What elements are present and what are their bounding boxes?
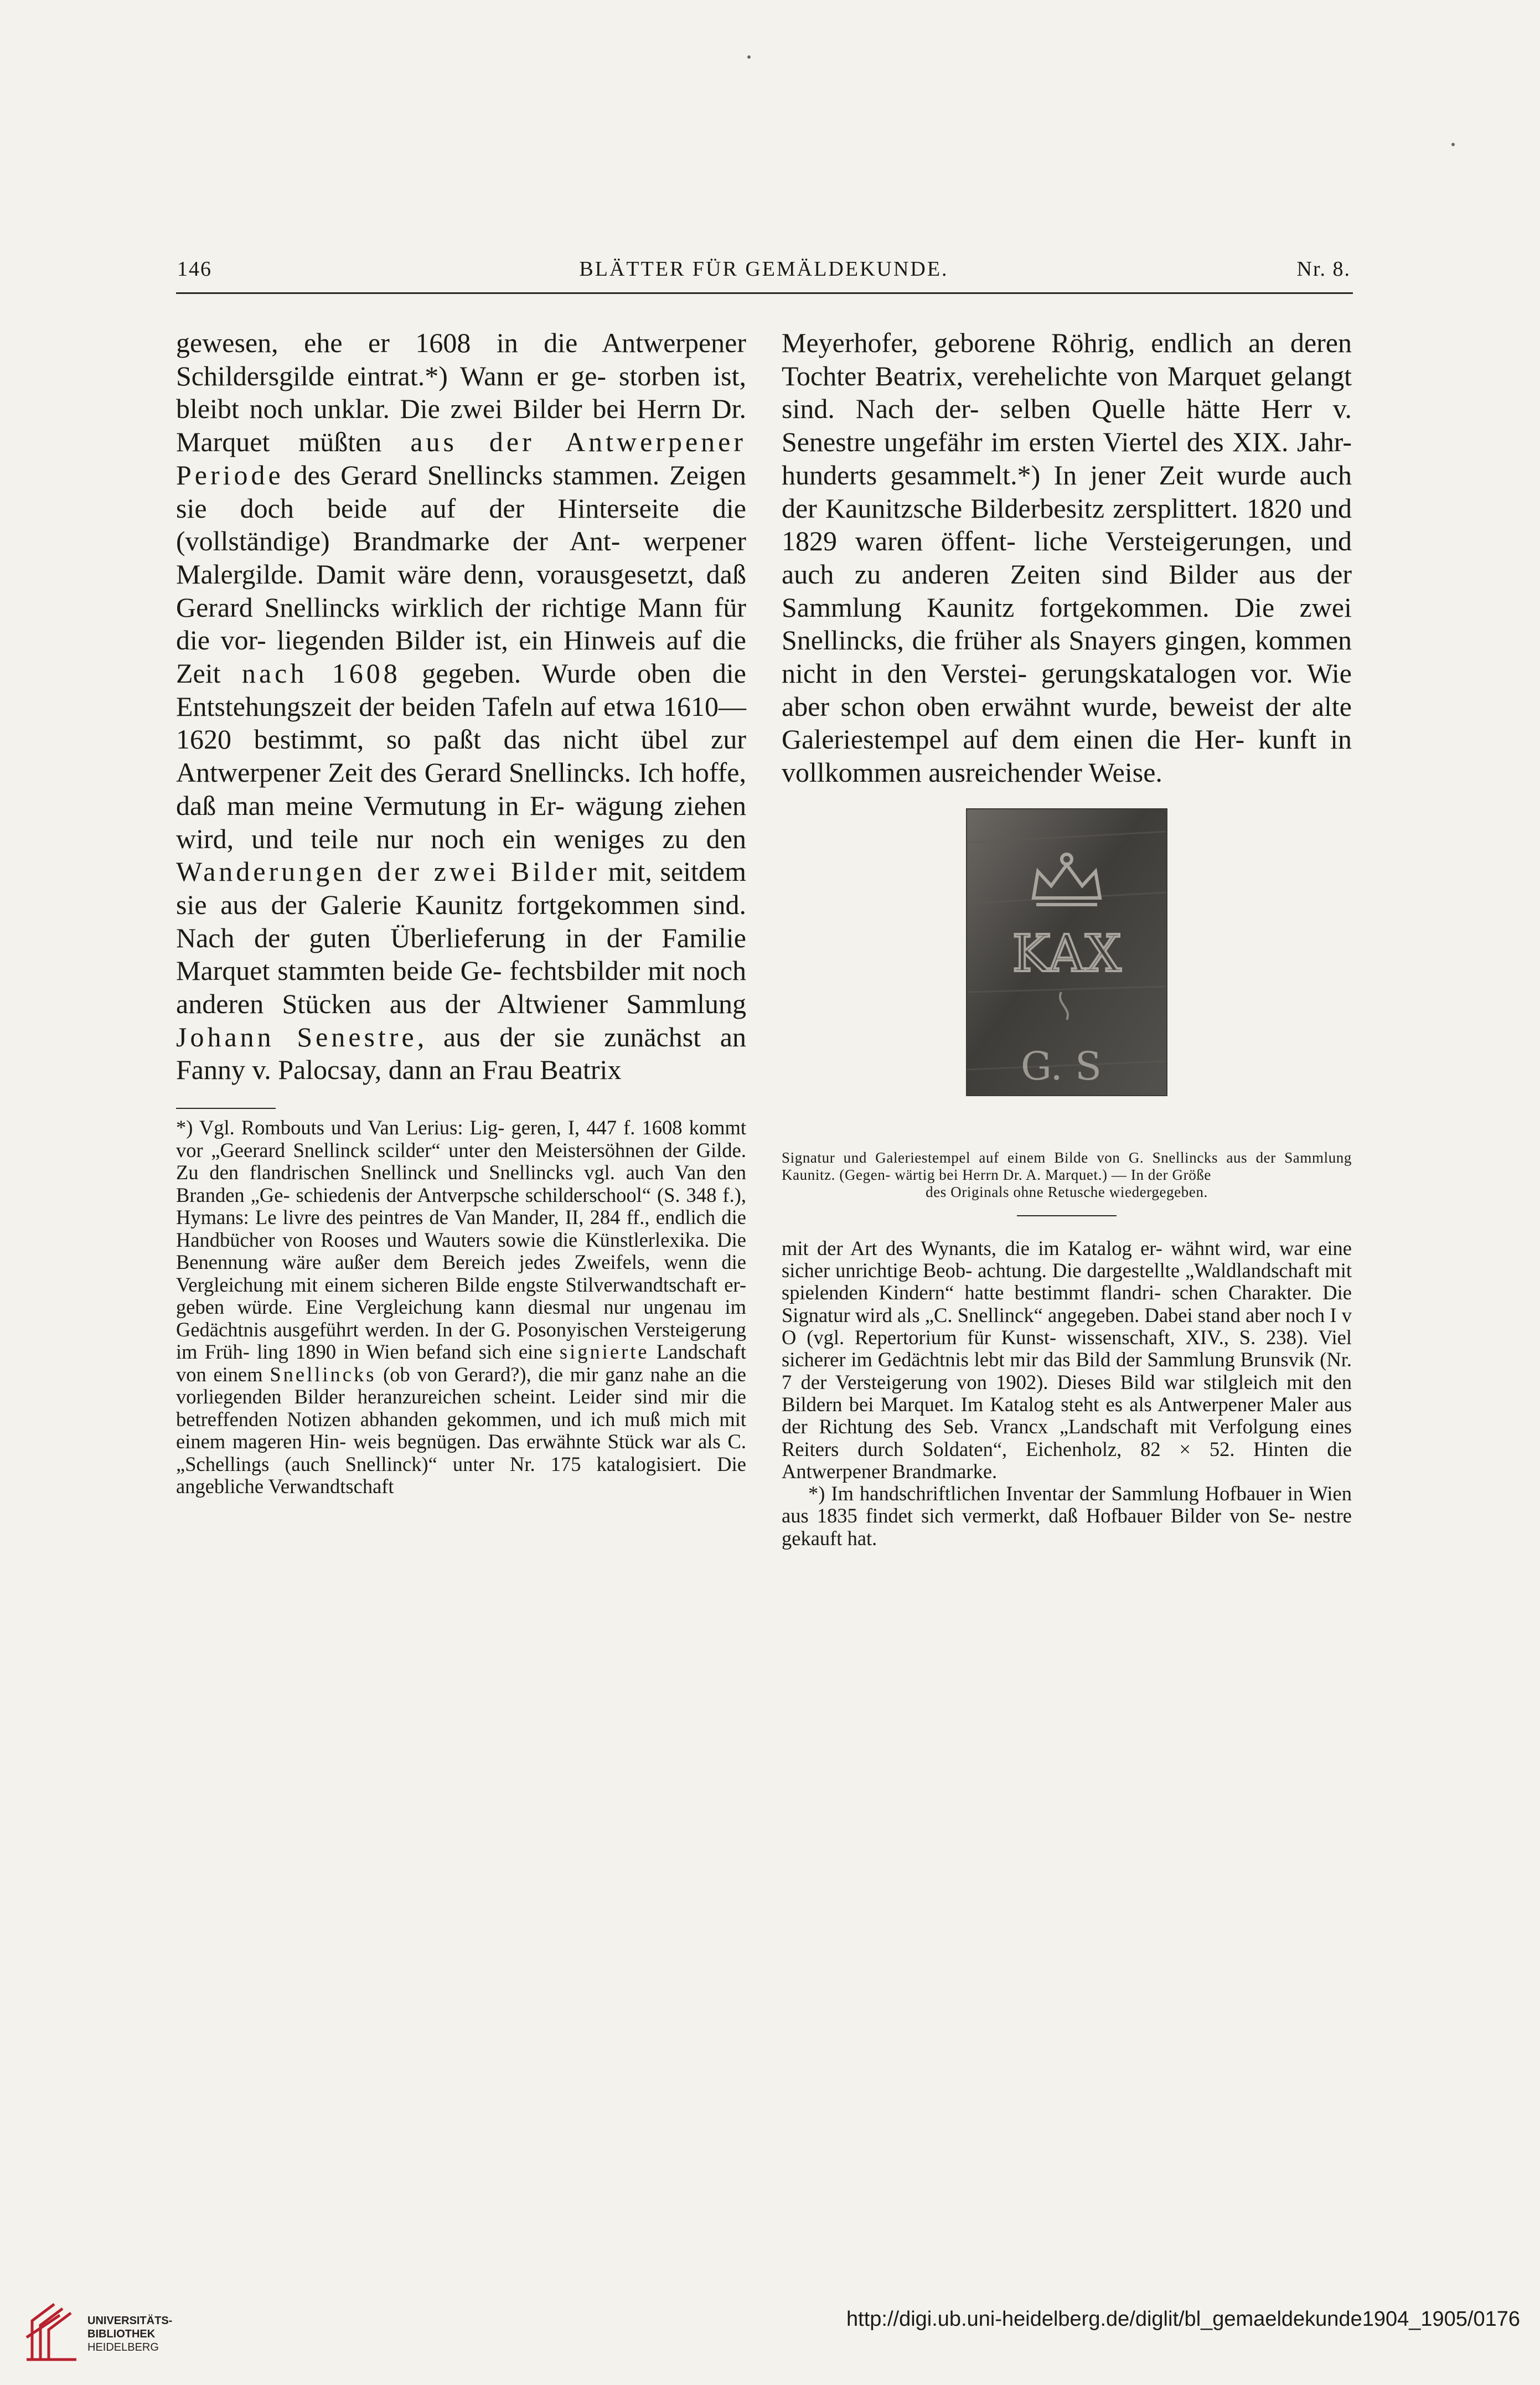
- left-body-text: gewesen, ehe er 1608 in die Antwerpener Schildersgilde eintrat.*) Wann er ge- storben ist, bleibt noch unklar. Die zwei Bilder bei Herrn Dr. Marquet müßten aus der Antwerpener Periode des Gerard Snellincks stammen. Zeigen sie doch beide auf der Hinterseite die (vollständige) Brandmarke der Ant- werpener Malergilde. Damit wäre denn, vorausgesetzt, daß Gerard Snellincks wirklich der richtige Mann für die vor- liegenden Bilder ist, ein Hinweis auf die Zeit nach 1608 gegeben. Wurde oben die Entstehungszeit der beiden Tafeln auf etwa 1610—1620 bestimmt, so paßt das nicht übel zur Antwerpener Zeit des Gerard Snellincks. Ich hoffe, daß man meine Vermutung in Er- wägung ziehen wird, und teile nur noch ein weniges zu den Wanderungen der zwei Bilder mit, seitdem sie aus der Galerie Kaunitz fortgekommen sind. Nach der guten Überlieferung in der Familie Marquet stammten beide Ge- fechtsbilder mit noch anderen Stücken aus der Altwiener Sammlung Johann Senestre, aus der sie zunächst an Fanny v. Palocsay, dann an Frau Beatrix: [176, 327, 747, 1086]
- stamp-photo-drawing: [967, 809, 1166, 1095]
- left-column: [176, 327, 746, 1498]
- issue-number: Nr. 8.: [1296, 257, 1351, 281]
- stamp-letters: KAX: [1012, 923, 1122, 983]
- left-footnote: *) Vgl. Rombouts und Van Lerius: Lig- geren, I, 447 f. 1608 kommt vor „Geerard Snellinck scilder“ unter den Meistersöhnen der Gilde. Zu den flandrischen Snellinck und Snellincks vgl. auch Van den Branden „Ge- schiedenis der Antverpsche schilderschool“ (S. 348 f.), Hymans: Le livre des peintres de Van Mander, II, 284 ff., endlich die Handbücher von Rooses und Wauters sowie die Künstlerlexika. Die Benennung wäre außer dem Bereich jedes Zweifels, wenn die Vergleichung mit einem sicheren Bilde engste Stilverwandtschaft er- geben würde. Eine Vergleichung kann diesmal nur ungenau im Gedächtnis ausgeführt werden. In der G. Posonyischen Versteigerung im Früh- ling 1890 in Wien befand sich eine signierte Landschaft von einem Snellincks (ob von Gerard?), die mir ganz nahe an die vorliegenden Bilder heranzureichen scheint. Leider sind mir die betreffenden Notizen abhanden gekommen, und ich muß mich mit einem mageren Hin- weis begnügen. Das erwähnte Stück war als C. „Schellings (auch Snellinck)“ unter Nr. 175 katalogisiert. Die angebliche Verwandtschaft: [176, 1116, 746, 1498]
- caption-rule: [1017, 1215, 1117, 1216]
- emphasis-spaced: Wanderungen der zwei Bilder: [176, 856, 600, 887]
- emphasis-spaced: Johann Senestre: [176, 1021, 417, 1052]
- scan-speck: [1451, 143, 1455, 146]
- right-footnote-continued: mit der Art des Wynants, die im Katalog er- wähnt wird, war eine sicher unrichtige Beob- achtung. Die dargestellte „Waldlandschaft mit spielenden Kindern“ hatte bestimmt flandri- schen Charakter. Die Signatur wird als „C. Snellinck“ angegeben. Dabei stand aber noch I v O (vgl. Repertorium für Kunst- wissenschaft, XIV., S. 238). Viel sicherer im Gedächtnis lebt mir das Bild der Sammlung Brunsvik (Nr. 7 der Versteigerung von 1902). Dieses Bild war stilgleich mit den Bildern bei Marquet. Im Katalog steht es als Antwerpener Maler aus der Richtung des Seb. Vrancx „Landschaft mit Verfolgung eines Reiters durch Soldaten“, Eichenholz, 82 × 52. Hinten die Antwerpener Brandmarke.: [782, 1236, 1352, 1483]
- header-rule: [176, 292, 1353, 294]
- running-head: [177, 254, 1351, 292]
- right-body-text: Meyerhofer, geborene Röhrig, endlich an deren Tochter Beatrix, verehelichte von Marquet gelangt sind. Nach der- selben Quelle hätte Herr v. Senestre ungefähr im ersten Viertel des XIX. Jahr- hunderts gesammelt.*) In jener Zeit wurde auch der Kaunitzsche Bilderbesitz zersplittert. 1820 und 1829 waren öffent- liche Versteigerungen, und auch zu anderen Zeiten sind Bilder aus der Sammlung Kaunitz fortgekommen. Die zwei Snellincks, die früher als Snayers gingen, kommen nicht in den Verstei- gerungskatalogen vor. Wie aber schon oben erwähnt wurde, beweist der alte Galeriestempel auf dem einen die Her- kunft in vollkommen ausreichender Weise.: [782, 327, 1352, 788]
- library-name: UNIVERSITÄTS- BIBLIOTHEK HEIDELBERG: [87, 2315, 173, 2353]
- gallery-stamp-photo: [966, 808, 1167, 1096]
- library-logo[interactable]: [21, 2299, 209, 2365]
- painter-signature: G. S: [1021, 1043, 1102, 1089]
- journal-title: BLÄTTER FÜR GEMÄLDEKUNDE.: [579, 257, 949, 281]
- source-url-link[interactable]: http://digi.ub.uni-heidelberg.de/diglit/bl_gemaeldekunde1904_1905/0176: [846, 2307, 1520, 2331]
- footnote-rule: [176, 1108, 276, 1109]
- right-footnote: *) Im handschriftlichen Inventar der Sammlung Hofbauer in Wien aus 1835 findet sich vermerkt, daß Hofbauer Bilder von Se- nestre gekauft hat.: [782, 1482, 1352, 1550]
- right-column: [782, 327, 1352, 1550]
- scan-speck: [747, 55, 751, 59]
- figure-caption: Signatur und Galeriestempel auf einem Bilde von G. Snellincks aus der Sammlung Kaunitz. (Gegen- wärtig bei Herrn Dr. A. Marquet.) — In der Größe des Originals ohne Retusche wiedergegeben.: [782, 1149, 1352, 1200]
- emphasis-spaced: aus der Antwerpener Periode: [176, 426, 746, 491]
- emphasis-spaced: nach 1608: [241, 658, 401, 689]
- page-number: 146: [177, 257, 212, 281]
- library-logo-icon: [21, 2299, 82, 2365]
